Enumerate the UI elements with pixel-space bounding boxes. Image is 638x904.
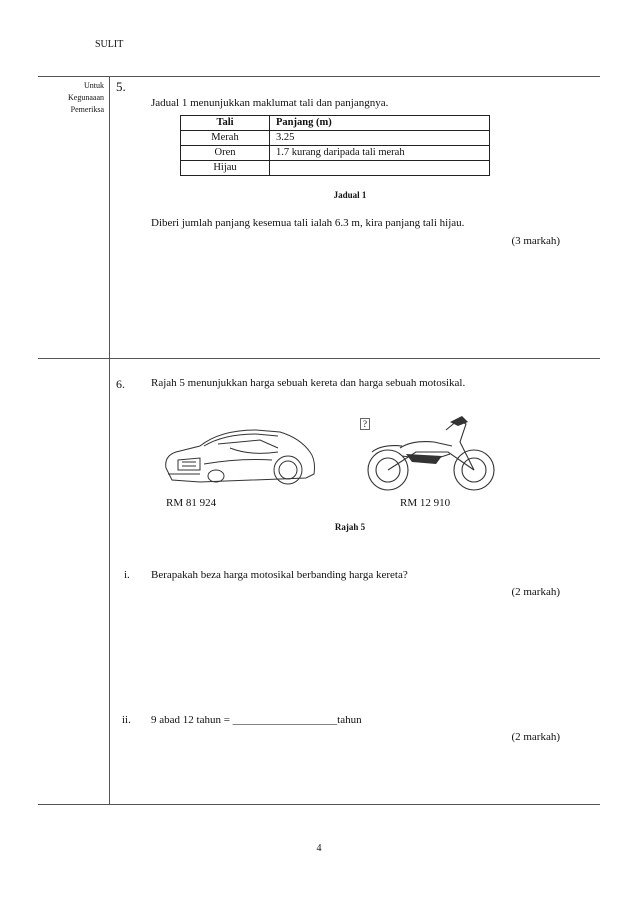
margin-label-line2: Kegunaaan bbox=[68, 93, 104, 102]
image-placeholder-icon: ? bbox=[360, 418, 370, 430]
motorcycle-price: RM 12 910 bbox=[400, 497, 451, 509]
sub-i-marks: (2 markah) bbox=[511, 586, 560, 598]
q5-prompt: Jadual 1 menunjukkan maklumat tali dan panjangnya. bbox=[151, 97, 389, 109]
margin-divider bbox=[109, 76, 110, 804]
q5-marks: (3 markah) bbox=[511, 235, 560, 247]
table-cell: 3.25 bbox=[270, 131, 490, 146]
table-cell bbox=[270, 161, 490, 176]
table-cell: Hijau bbox=[181, 161, 270, 176]
table-cell: Merah bbox=[181, 131, 270, 146]
q5-question: Diberi jumlah panjang kesemua tali ialah 6.3 m, kira panjang tali hijau. bbox=[151, 217, 465, 229]
motorcycle-illustration bbox=[362, 412, 500, 496]
q6-prompt: Rajah 5 menunjukkan harga sebuah kereta dan harga sebuah motosikal. bbox=[151, 377, 466, 389]
table-header-row bbox=[181, 116, 490, 131]
car-illustration bbox=[160, 418, 320, 496]
examiner-margin-label bbox=[40, 80, 104, 116]
jadual-1-table bbox=[180, 115, 490, 176]
page-number: 4 bbox=[316, 843, 322, 854]
sub-i-question: Berapakah beza harga motosikal berbanding harga kereta? bbox=[151, 569, 408, 581]
table-row bbox=[181, 131, 490, 146]
table-cell: 1.7 kurang daripada tali merah bbox=[270, 146, 490, 161]
table-header-tali: Tali bbox=[181, 116, 270, 131]
rajah-5-caption: Rajah 5 bbox=[334, 522, 366, 532]
car-price: RM 81 924 bbox=[166, 497, 217, 509]
sub-i-label: i. bbox=[124, 569, 130, 581]
sub-ii-marks: (2 markah) bbox=[511, 731, 560, 743]
margin-label-line3: Pemeriksa bbox=[70, 105, 104, 114]
q6-number: 6. bbox=[116, 377, 125, 391]
table-row bbox=[181, 146, 490, 161]
sub-ii-question: 9 abad 12 tahun = ___________________tahun bbox=[151, 714, 362, 726]
table-row bbox=[181, 161, 490, 176]
margin-label-line1: Untuk bbox=[84, 81, 104, 90]
table-header-panjang: Panjang (m) bbox=[270, 116, 490, 131]
top-rule bbox=[38, 76, 600, 77]
q5-number: 5. bbox=[116, 79, 126, 94]
middle-rule bbox=[38, 358, 600, 359]
table-cell: Oren bbox=[181, 146, 270, 161]
sub-ii-label: ii. bbox=[122, 714, 131, 726]
bottom-rule bbox=[38, 804, 600, 805]
sulit-header: SULIT bbox=[95, 39, 124, 50]
jadual-1-caption: Jadual 1 bbox=[333, 190, 367, 200]
